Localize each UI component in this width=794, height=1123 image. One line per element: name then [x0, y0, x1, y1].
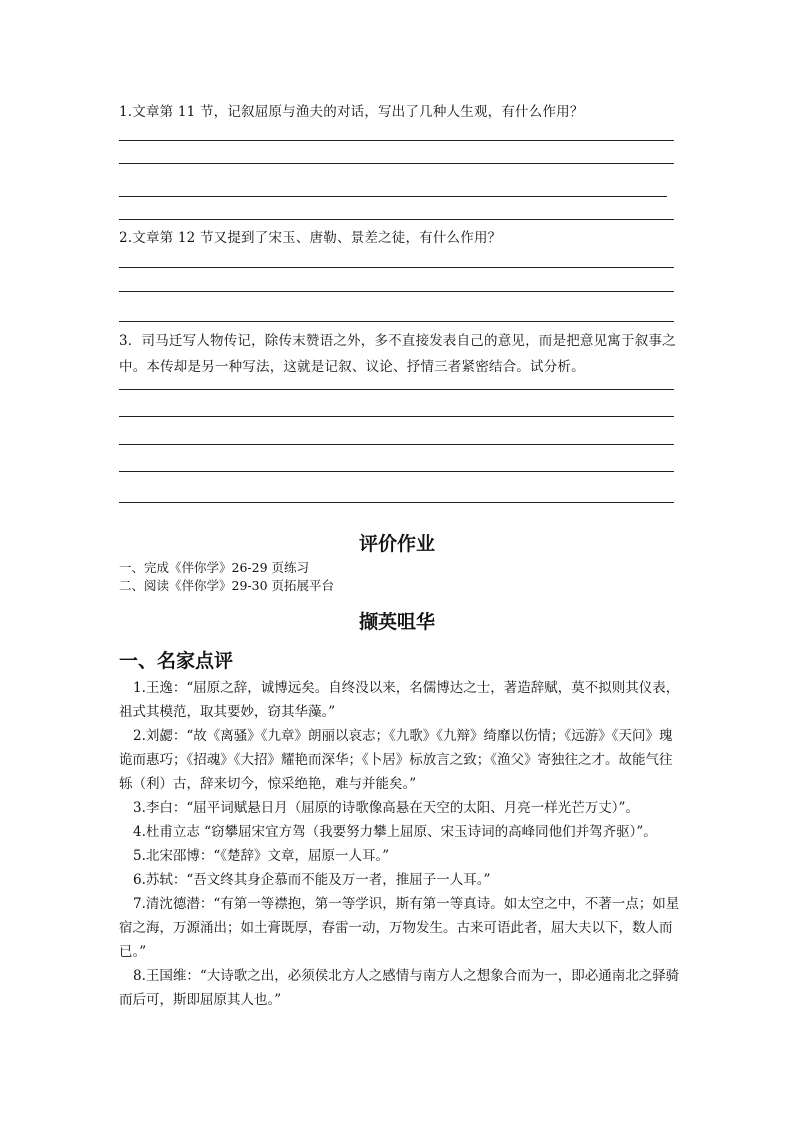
comment-item: 8.王国维：“大诗歌之出，必须侯北方人之感情与南方人之想象合而为一，即必通南北之驿骑而后可，斯即屈原其人也。” [119, 968, 680, 1008]
essence-heading: 撷英咀华 [358, 611, 435, 633]
comment-item: 5.北宋邵博：“《楚辞》文章，屈原一人耳。” [133, 848, 390, 864]
comment-item: 3.李白：“屈平词赋悬日月（屈原的诗歌像高悬在天空的太阳、月亮一样光芒万丈）”。 [133, 800, 639, 816]
answer-line [119, 196, 667, 197]
section-title: 一、名家点评 [119, 650, 234, 672]
evaluation-task-2: 二、阅读《伴你学》29-30 页拓展平台 [119, 578, 335, 593]
question-3: 3．司马迁写人物传记，除传末赞语之外，多不直接发表自己的意见，而是把意见寓于叙事之中。本传却是另一种写法，这就是记叙、议论、抒情三者紧密结合。试分析。 [119, 333, 676, 375]
answer-line [119, 416, 674, 417]
comment-item: 6.苏轼：“吾文终其身企慕而不能及万一者，推屈子一人耳。” [133, 872, 491, 888]
question-1: 1.文章第 11 节，记叙屈原与渔夫的对话，写出了几种人生观，有什么作用？ [119, 104, 584, 120]
comment-item: 4.杜甫立志 “窃攀屈宋宜方驾（我要努力攀上屈原、宋玉诗词的高峰同他们并驾齐驱）”。 [133, 824, 657, 840]
answer-line [119, 321, 674, 322]
answer-line [119, 389, 674, 390]
comment-item: 2.刘勰：“故《离骚》《九章》朗丽以哀志；《九歌》《九辩》绮靡以伤情；《远游》《天问》瑰诡而惠巧；《招魂》《大招》耀艳而深华；《卜居》标放言之致；《渔父》寄独往之才。故能气往轹（利）古，辞来切今，惊采绝艳，难与并能矣。” [119, 728, 673, 792]
answer-line [119, 502, 674, 503]
comment-item: 1.王逸：“屈原之辞，诚博远矣。自终没以来，名儒博达之士，著造辞赋，莫不拟则其仪表，祖式其模范，取其要妙，窃其华藻。” [119, 680, 680, 720]
evaluation-heading: 评价作业 [358, 533, 435, 555]
answer-line [119, 444, 674, 445]
answer-line [119, 291, 674, 292]
answer-line [119, 163, 674, 164]
question-2: 2.文章第 12 节又提到了宋玉、唐勒、景差之徒，有什么作用？ [119, 230, 502, 246]
answer-line [119, 219, 674, 220]
comments-list [119, 676, 681, 1012]
evaluation-task-1: 一、完成《伴你学》26-29 页练习 [119, 560, 310, 575]
answer-line [119, 471, 674, 472]
answer-line [119, 267, 674, 268]
comment-item: 7.清沈德潜：“有第一等襟抱，第一等学识，斯有第一等真诗。如太空之中，不著一点；如星宿之海，万源涌出；如土膏既厚，春雷一动，万物发生。古来可语此者，屈大夫以下，数人而已。” [119, 896, 680, 960]
answer-line [119, 140, 674, 141]
